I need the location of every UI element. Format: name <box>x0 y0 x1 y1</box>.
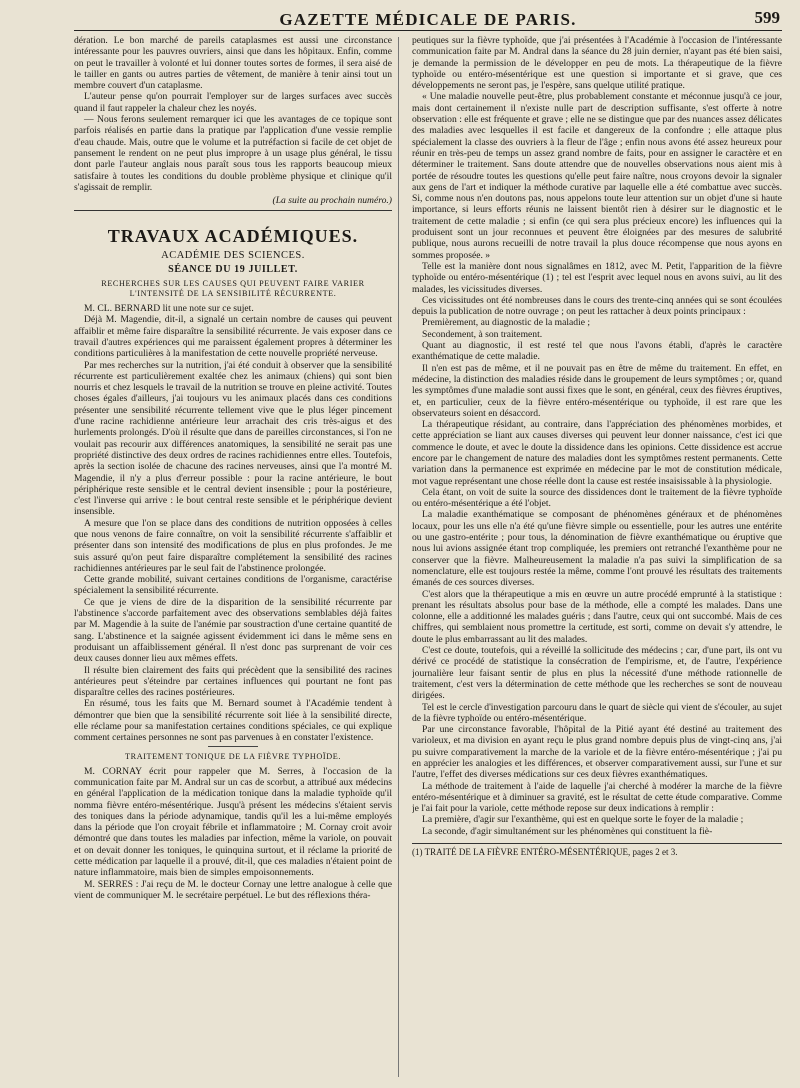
paragraph: Secondement, à son traitement. <box>422 328 543 340</box>
paragraph: « Une maladie nouvelle peut-être, plus probablement constante et méconnue jusqu'à ce jour, mais dont certainement il n'existe nulle part de description suffisante, s'est offerte à notre observation : elle est fréquente et grave ; elle ne se distingue que par des nuances assez délicates des maladies avec lesquelles il est facile et dangereux de la confondre ; elle attaque plus spécialement la classe des ouvriers à la fleur de l'âge ; enfin nous avons été assez heureux pour réunir en très-peu de temps un assez grand nombre de faits, pour en assigner le caractère et en déterminer le traitement. Sans doute attendre que de nouvelles observations nous aient mis à portée de résoudre toutes les questions qu'elle peut faire naître, nous croyons devoir la signaler aux gens de l'art et indiquer la méthode curative par laquelle elle a été combattue avec succès. Si, comme nous n'en doutons pas, nous appelons toute leur attention sur un objet d'une si haute importance, si leurs efforts réunis ne laissent bientôt rien à désirer sur le diagnostic et le traitement de cette maladie ; si enfin (ce qui sera plus précieux encore) les influences qui la produisent sont un jour reconnues et peuvent être éloignées par des mesures de salubrité publique, nous aurons recueilli de notre travail la plus douce récompense que nous ayons en sommes proposée. » <box>412 91 782 261</box>
footnote-rule <box>412 843 782 844</box>
article-title: RECHERCHES SUR LES CAUSES QUI PEUVENT FAIRE VARIER L'INTENSITÉ DE LA SENSIBILITÉ RÉCURRENTE. <box>101 279 365 299</box>
paragraph: La seconde, d'agir simultanément sur les phénomènes qui constituent la fiè- <box>422 825 713 837</box>
paragraph: Par mes recherches sur la nutrition, j'ai été conduit à observer que la sensibilité récurrente est particulièrement exaltée chez les animaux (chiens) qui sont bien nourris et chez lesquels le travail de la nutrition se trouve en pleine activité. Toutes choses égales d'ailleurs, j'ai toujours vu les animaux placés dans ces conditions présenter une sensibilité récurrente tellement vive que le plus léger pincement d'une racine rachidienne antérieure leur arrachait des cris très-aigus et des hurlements prolongés. D'où il résulte que dans de pareilles circonstances, si l'on ne voulait pas recourir aux différences anatomiques, la sensibilité ne serait pas une propriété distinctive des deux ordres de racines rachidiennes entre elles. Toutefois, après la section isolée de chacune des racines nerveuses, ainsi que l'a montré M. Magendie, il n'y a plus d'erreur possible : pour la racine antérieure, le bout périphérique reste sensible et le central devient insensible ; pour la postérieure, c'est l'inverse qui arrive : le bout central reste sensible et le périphérique devient insensible. <box>74 359 392 518</box>
footnote: (1) TRAITÉ DE LA FIÈVRE ENTÉRO-MÉSENTÉRIQUE, pages 2 et 3. <box>412 847 678 858</box>
paragraph: Il résulte bien clairement des faits qui précèdent que la sensibilité des racines antérieures peut s'éteindre par certaines influences qui pourtant ne font pas disparaître celles des racines postérieures. <box>74 664 392 699</box>
paragraph: M. CL. BERNARD lit une note sur ce sujet. <box>84 303 254 315</box>
running-head <box>74 8 782 31</box>
paragraph: En résumé, tous les faits que M. Bernard soumet à l'Académie tendent à démontrer que bien que la sensibilité récurrente soit liée à la sensibilité directe, elle réclame pour sa manifestation certaines conditions spéciales, ce qui explique comment certaines personnes ne sont pas parvenues à en constater l'existence. <box>74 698 392 744</box>
continuation-note: (La suite au prochain numéro.) <box>272 195 392 207</box>
section-divider <box>74 210 392 211</box>
page-number: 599 <box>754 8 780 27</box>
seance-heading: SÉANCE DU 19 JUILLET. <box>168 263 298 275</box>
paragraph: Cela étant, on voit de suite la source des dissidences dont le traitement de la fièvre typhoïde ou entéro-mésentérique a été l'objet. <box>412 486 782 510</box>
paragraph: La maladie exanthématique se composant de phénomènes généraux et de phénomènes locaux, pour les uns elle n'a été qu'une fièvre simple ou essentielle, pour les autres une entérite ou une gastro-entérite ; pour tous, la dénomination de fièvre exanthématique ou éruptive que nous lui avions assignée étant trop compliquée, les premiers ont retranché l'exanthème pour ne conserver que la fièvre. Malheureusement la maladie n'a pas suivi la simplification de sa nomenclature, elle est toujours restée la même, comme l'ont prouvé les résultats des traitements émanés de ces sources diverses. <box>412 509 782 589</box>
paragraph: — Nous ferons seulement remarquer ici que les avantages de ce topique sont parfois réalisés en partie dans la pratique par l'application d'une vessie remplie d'eau chaude. Mais, outre que le volume et la putréfaction si facile de cet objet de pansement le rendent on ne peut plus impropre à un usage plus général, le tissu dont parle l'auteur anglais nous paraît sous tous les rapports beaucoup mieux satisfaire à toutes les conditions du double problème physique et clinique qu'il s'agissait de remplir. <box>74 114 392 193</box>
paragraph: Quant au diagnostic, il est resté tel que nous l'avons établi, d'après le caractère exanthématique de cette maladie. <box>412 340 782 363</box>
paragraph: C'est alors que la thérapeutique a mis en œuvre un autre procédé emprunté à la statistique : prenant les résultats absolus pour base de la méthode, elle a compté les malades. Dans une colonne, elle a additionné les malades guéris ; dans l'autre, ceux qui ont succombé. Mais de ces chiffres, qui semblaient nous promettre la certitude, est sorti, comme on devait s'y attendre, le doute le plus embarrassant au lit des malades. <box>412 588 782 645</box>
section-title: TRAVAUX ACADÉMIQUES. <box>107 226 359 247</box>
paragraph: M. SERRES : J'ai reçu de M. le docteur Cornay une lettre analogue à celle que vient de communiquer M. le secrétaire perpétuel. Le but des réflexions théra- <box>74 878 392 901</box>
paragraph: A mesure que l'on se place dans des conditions de nutrition opposées à celles que nous venons de faire connaître, on voit la sensibilité récurrente s'affaiblir et présenter dans son intensité des modifications de plus en plus profondes. Je me suis assuré qu'on peut faire disparaître complétement la sensibilité des racines rachidiennes antérieures par le seul fait de l'abstinence prolongée. <box>74 517 392 574</box>
paragraph: Il n'en est pas de même, et il ne pouvait pas en être de même du traitement. En effet, en médecine, la distinction des maladies réside dans le groupement de leurs symptômes ; or, quand les symptômes d'une maladie sont aussi fixes que le sont, en général, ceux des fièvres éruptives, et, en particulier, ceux de la fièvre entéro-mésentérique ou typhoïde, il est rare que les observateurs soient en désaccord. <box>412 362 782 419</box>
paragraph: La première, d'agir sur l'exanthème, qui est en quelque sorte le foyer de la maladie ; <box>422 814 744 826</box>
paragraph: M. CORNAY écrit pour rappeler que M. Serres, à l'occasion de la communication faite par M. Andral sur un cas de scorbut, a attribué aux médecins en général l'application de la médication tonique dans la maladie typhoïde qu'il nomma fièvre entéro-mésentérique. Jusqu'à présent les médecins s'étaient servis des toniques dans la période adynamique, tandis qu'il les a lui-même employés dans la période que l'on croyait fébrile et inflammatoire ; M. Cornay croit avoir démontré que dans toutes les maladies par infection, même la variole, on pouvait et on devait donner les toniques, le quinquina surtout, et il réclame la priorité de cette médication par laquelle il a prouvé, dit-il, que ces maladies n'étaient point de nature inflammatoire, mais bien de simples empoisonnements. <box>74 765 392 879</box>
paragraph: peutiques sur la fièvre typhoïde, que j'ai présentées à l'Académie à l'occasion de l'intéressante communication faite par M. Andral dans la séance du 28 juin dernier, n'ayant pas été bien saisi, je demande la permission de le développer en peu de mots. La thérapeutique de la fièvre typhoïde ou entéro-mésentérique est une question si importante et si grave, que ces développements ne seront pas, je l'espère, sans quelque utilité pratique. <box>412 35 782 92</box>
paragraph: Par une circonstance favorable, l'hôpital de la Pitié ayant été destiné au traitement des varioleux, et ma division en ayant reçu le plus grand nombre depuis plus de vingt-cinq ans, j'ai pu suivre comparativement la marche de la variole et de la fièvre entéro-mésentérique ; j'ai pu en apprécier les analogies et les différences, et observer comparativement aussi, sur l'une et sur l'autre, l'effet des diverses médications sur ces deux fièvres exanthématiques. <box>412 724 782 781</box>
paragraph: La thérapeutique résidant, au contraire, dans l'appréciation des phénomènes morbides, et cette appréciation se liant aux causes diverses qui peuvent leur donner naissance, c'est ici que commence le doute, et avec le doute la dissidence dans les opinions. Cette dissidence est accrue encore par le changement de nature des maladies dont les symptômes restent permanents. Cette variation dans la permanence est exprimée en médecine par le mot de constitution médicale, mot vague représentant une chose réelle dont la cause est restée insaisissable à la physiologie. <box>412 419 782 487</box>
paragraph: L'auteur pense qu'on pourrait l'employer sur de larges surfaces avec succès quand il faut rappeler la chaleur chez les noyés. <box>74 91 392 114</box>
article-title: TRAITEMENT TONIQUE DE LA FIÈVRE TYPHOÏDE. <box>125 751 341 761</box>
right-column <box>412 35 782 1081</box>
paragraph: Ces vicissitudes ont été nombreuses dans le cours des trente-cinq années qui se sont écoulées depuis la publication de notre ouvrage ; on peut les rattacher à deux points principaux : <box>412 294 782 318</box>
journal-title: GAZETTE MÉDICALE DE PARIS. <box>279 10 577 29</box>
text-columns <box>74 35 782 1081</box>
paragraph: Tel est le cercle d'investigation parcouru dans le quart de siècle qui vient de s'écouler, au sujet de la fièvre typhoïde ou entéro-mésentérique. <box>412 701 782 724</box>
paragraph: C'est ce doute, toutefois, qui a réveillé la sollicitude des médecins ; car, d'une part, ils ont vu dérivé ce procédé de statistique la consécration de l'empirisme, et, de l'autre, l'expérience journalière leur faisant sentir de plus en plus la nécessité d'une méthode rationnelle de traitement, c'est vers la détermination de cette méthode que les recherches se sont de nouveau dirigées. <box>412 645 782 702</box>
column-rule <box>398 37 399 1077</box>
paragraph: Telle est la manière dont nous signalâmes en 1812, avec M. Petit, l'apparition de la fièvre typhoïde ou entéro-mésentérique (1) ; tel est l'esprit avec lequel nous en avons suivi, au lit des malades, les vicissitudes diverses. <box>412 260 782 295</box>
paragraph: La méthode de traitement à l'aide de laquelle j'ai cherché à modérer la marche de la fièvre entéro-mésentérique et à diminuer sa gravité, est le résultat de cette étude comparative. Comme je l'ai fait pour la variole, cette méthode repose sur deux indications à remplir : <box>412 780 782 815</box>
paragraph: dération. Le bon marché de pareils cataplasmes est aussi une circonstance intéressante pour les pauvres ouvriers, ainsi que dans les hôpitaux. Enfin, comme on peut le travailler à volonté et lui donner toutes sortes de formes, il sera aisé de le tailler en gants ou autres parties de vêtement, de manière à tenir ainsi tout un membre couvert d'un cataplasme. <box>74 35 392 92</box>
paragraph: Cette grande mobilité, suivant certaines conditions de l'organisme, caractérise spécialement la sensibilité récurrente. <box>74 574 392 597</box>
paragraph: Ce que je viens de dire de la disparition de la sensibilité récurrente par l'abstinence s'accorde parfaitement avec des observations semblables déjà faites par M. Magendie à la suite de l'anémie par soustraction d'une certaine quantité de sang. L'abstinence et la saignée agissent évidemment ici dans le même sens en produisant un affaiblissement général. Il n'est donc pas surprenant de voir ces deux causes donner lieu aux mêmes effets. <box>74 596 392 665</box>
short-rule <box>208 746 258 747</box>
left-column <box>74 35 392 1081</box>
paragraph: Déjà M. Magendie, dit-il, a signalé un certain nombre de causes qui peuvent affaiblir et même faire disparaître la sensibilité récurrente. Je vais exposer dans ce travail d'autres expériences qui me paraissent également propres à déterminer les conditions particulières à la manifestation de cette nouvelle propriété nerveuse. <box>74 314 392 360</box>
paragraph: Premièrement, au diagnostic de la maladie ; <box>422 317 591 329</box>
academy-heading: ACADÉMIE DES SCIENCES. <box>161 250 305 262</box>
